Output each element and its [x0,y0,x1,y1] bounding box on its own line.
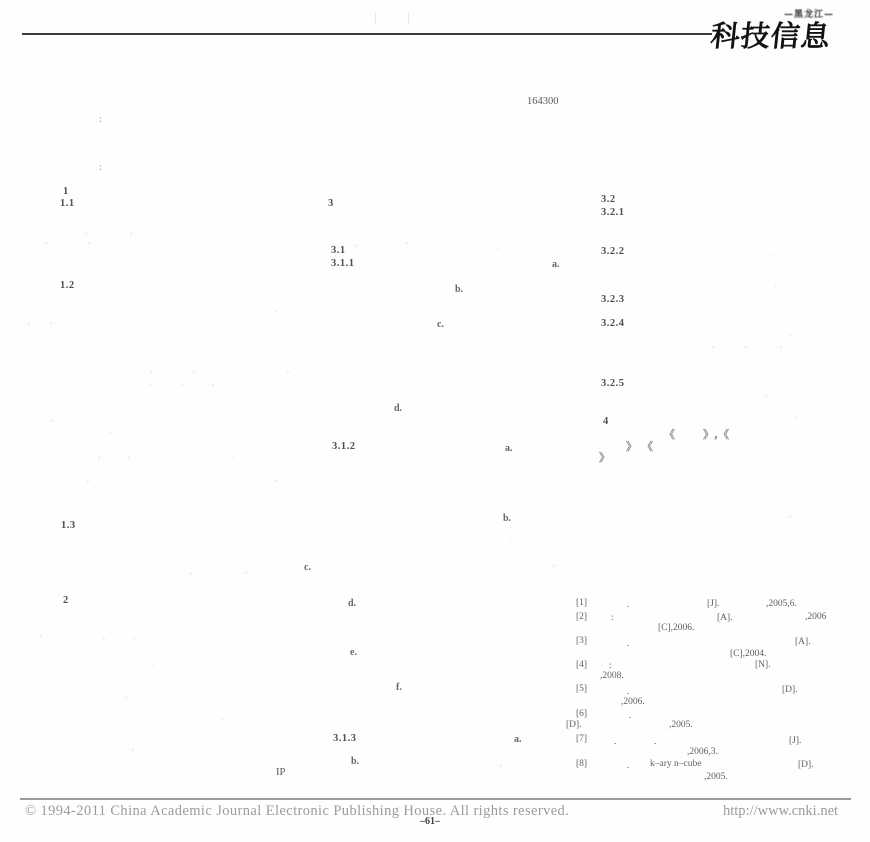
faded-text-mark: . [497,242,499,251]
faded-text-mark: , [745,340,747,349]
faded-text-mark: , [765,389,767,398]
reference-fragment: [8] [576,759,588,769]
reference-fragment: ,2005,6. [766,599,797,609]
section-number: 3.2.1 [601,207,625,218]
reference-fragment: [J]. [707,599,720,609]
reference-fragment: ,2005. [669,720,693,730]
faded-text-mark: , [245,566,247,575]
section-number: 1.2 [60,280,75,291]
faded-text-mark: , [190,567,192,576]
book-title-mark: 》,《 [703,428,730,441]
faded-text-mark: . [232,451,234,460]
section-number: 2 [63,595,69,606]
section-number: 1.1 [60,198,75,209]
header-rule [22,33,712,35]
reference-fragment: [2] [576,612,588,622]
reference-fragment: [C],2006. [658,623,695,633]
faded-text-mark: . [795,410,797,419]
faded-text-mark: , [133,632,135,641]
section-number: 3.1.3 [333,733,357,744]
reference-fragment: ,2006,3. [687,747,718,757]
faded-text-mark: , [712,340,714,349]
reference-fragment: : [609,661,612,671]
list-item-marker: a. [552,259,560,270]
book-title-mark: 》 [626,440,637,453]
reference-fragment: ,2006. [621,697,645,707]
faded-text-mark: , [150,365,152,374]
journal-logo [705,3,867,53]
faded-text-mark: , [275,474,277,483]
faded-label-colon: : [99,161,103,173]
reference-fragment: [A]. [795,637,811,647]
reference-fragment: . [629,711,632,721]
faded-text-mark: , [790,329,792,338]
list-item-marker: d. [394,403,403,414]
section-number: 3.2.5 [601,378,625,389]
list-item-marker: c. [304,562,311,573]
reference-fragment: ,2006 [805,612,827,622]
faded-text-mark: , [50,316,52,325]
faded-text-mark: . [420,195,422,204]
reference-fragment: [1] [576,598,588,608]
faded-text-mark: , [87,474,89,483]
faded-text-mark: . [150,378,152,387]
faded-text-mark: , [88,236,90,245]
section-number: 3 [328,198,334,209]
faded-header-title-mark: | [407,9,410,24]
faded-text-mark: , [770,249,772,258]
reference-fragment: . [654,737,657,747]
faded-text-mark: . [116,317,118,326]
faded-text-mark: , [98,451,100,460]
faded-text-mark: , [287,365,289,374]
reference-fragment: [A]. [717,613,733,623]
journal-region-label: —黑龙江— [783,10,834,20]
faded-text-mark: . [725,351,727,360]
faded-text-mark: , [128,451,130,460]
faded-label-colon: : [99,113,103,125]
list-item-marker: d. [348,598,357,609]
footer-rule [20,798,851,800]
body-text: IP [276,767,286,778]
reference-fragment: . [614,737,617,747]
reference-fragment: . [627,687,630,697]
reference-fragment: [D]. [566,720,582,730]
faded-text-mark: , [51,414,53,423]
faded-text-mark: , [406,236,408,245]
reference-fragment: [C],2004. [730,649,767,659]
faded-header-title-mark: | [374,9,377,24]
book-title-mark: 《 [642,440,653,453]
faded-text-mark: , [212,378,214,387]
faded-text-mark: , [125,691,127,700]
reference-fragment: ,2005. [704,772,728,782]
section-number: 3.1 [331,245,346,256]
cnki-url: http://www.cnki.net [723,803,839,819]
faded-text-mark: , [780,340,782,349]
list-item-marker: a. [514,734,522,745]
faded-text-mark: , [40,629,42,638]
section-number: 1 [63,186,69,197]
reference-fragment: [5] [576,684,588,694]
section-number: 3.2.3 [601,294,625,305]
section-number: 3.1.2 [332,441,356,452]
section-number: 4 [603,416,609,427]
faded-text-mark: , [85,227,87,236]
faded-text-mark: , [789,510,791,519]
section-number: 3.2.4 [601,318,625,329]
reference-fragment: : [611,613,614,623]
faded-text-mark: , [275,305,277,314]
reference-fragment: . [627,761,630,771]
page-number: –61– [420,816,440,827]
reference-fragment: [D]. [798,760,814,770]
list-item-marker: b. [351,756,360,767]
reference-fragment: . [627,639,630,649]
faded-text-mark: . [641,375,643,384]
faded-text-mark: . [510,532,512,541]
list-item-marker: f. [396,682,402,693]
reference-fragment: [6] [576,709,588,719]
faded-text-mark: . [182,378,184,387]
faded-text-mark: , [500,759,502,768]
faded-text-mark: , [355,239,357,248]
section-number: 3.2.2 [601,246,625,257]
faded-text-mark: , [222,713,224,722]
journal-name-logo: 科技信息 [709,19,833,53]
faded-text-mark: . [215,679,217,688]
list-item-marker: b. [503,513,512,524]
faded-text-mark: , [132,743,134,752]
list-item-marker: a. [505,443,513,454]
reference-fragment: [J]. [789,736,802,746]
faded-text-mark: . [284,712,286,721]
faded-text-mark: , [553,559,555,568]
reference-fragment: ,2008. [600,671,624,681]
list-item-marker: b. [455,284,464,295]
faded-text-mark: . [110,426,112,435]
postcode: 164300 [527,96,559,107]
reference-fragment: [N]. [755,660,771,670]
reference-fragment: [D]. [782,685,798,695]
faded-text-mark: , [103,632,105,641]
reference-fragment: [7] [576,734,588,744]
reference-fragment: [4] [576,660,588,670]
list-item-marker: e. [350,647,357,658]
book-title-mark: 》 [599,451,610,464]
section-number: 1.3 [61,520,76,531]
list-item-marker: c. [437,319,444,330]
copyright-text: © 1994-2011 China Academic Journal Electronic Publishing House. All rights reserved. [25,803,570,819]
faded-text-mark: . [152,659,154,668]
faded-text-mark: , [193,365,195,374]
reference-fragment: k–ary n–cube [650,759,702,769]
reference-fragment: . [627,600,630,610]
reference-fragment: [3] [576,636,588,646]
section-number: 3.1.1 [331,258,355,269]
faded-text-mark: , [775,279,777,288]
faded-text-mark: , [28,317,30,326]
faded-text-mark: , [45,236,47,245]
book-title-mark: 《 [664,428,675,441]
section-number: 3.2 [601,194,616,205]
faded-text-mark: , [130,227,132,236]
